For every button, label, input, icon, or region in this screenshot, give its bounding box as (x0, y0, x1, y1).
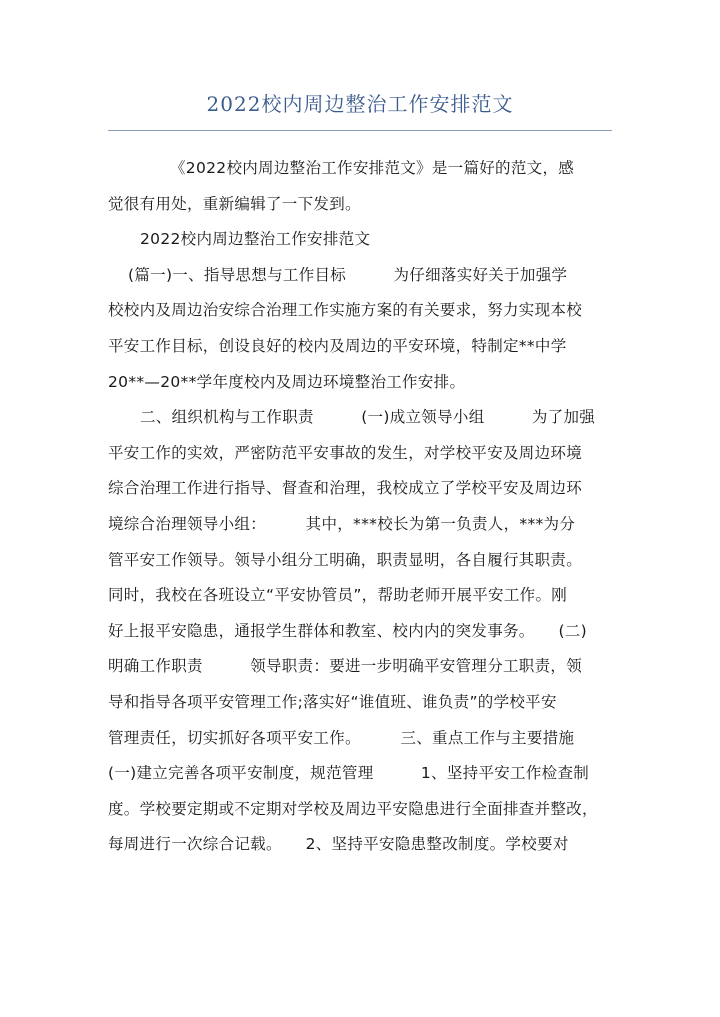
paragraph-line: 明确工作职责 领导职责：要进一步明确平安管理分工职责，领 (108, 657, 583, 676)
paragraph-line: (一)建立完善各项平安制度，规范管理 1、坚持平安工作检查制 (108, 764, 590, 783)
paragraph-line: 平安工作的实效，严密防范平安事故的发生，对学校平安及周边环境 (108, 443, 583, 462)
paragraph-line: 同时，我校在各班设立“平安协管员”，帮助老师开展平安工作。刚 (108, 586, 568, 605)
paragraph-line: (篇一)一、指导思想与工作目标 为仔细落实好关于加强学 (128, 265, 568, 284)
document-title: 2022校内周边整治工作安排范文 (206, 92, 514, 116)
paragraph-line: 管平安工作领导。领导小组分工明确，职责显明，各自履行其职责。 (108, 550, 583, 569)
paragraph-line: 20**—20**学年度校内及周边环境整治工作安排。 (108, 372, 466, 391)
paragraph-line: 平安工作目标，创设良好的校内及周边的平安环境，特制定**中学 (108, 336, 567, 355)
paragraph-line: 校校内及周边治安综合治理工作实施方案的有关要求，努力实现本校 (108, 301, 583, 320)
paragraph-line: 综合治理工作进行指导、督查和治理，我校成立了学校平安及周边环 (108, 479, 583, 498)
paragraph-line: 好上报平安隐患，通报学生群体和教室、校内内的突发事务。 (二) (108, 621, 587, 640)
paragraph-line: 二、组织机构与工作职责 (一)成立领导小组 为了加强 (140, 408, 596, 427)
paragraph-line: 觉很有用处，重新编辑了一下发到。 (108, 194, 361, 213)
paragraph-line: 管理责任，切实抓好各项平安工作。 三、重点工作与主要措施 (108, 728, 575, 747)
document-body (108, 151, 614, 863)
paragraph-line: 导和指导各项平安管理工作;落实好“谁值班、谁负责”的学校平安 (108, 692, 557, 711)
paragraph-line: 2022校内周边整治工作安排范文 (140, 230, 371, 249)
title-underline (108, 130, 612, 131)
paragraph-line: 度。学校要定期或不定期对学校及周边平安隐患进行全面排查并整改， (108, 799, 598, 818)
paragraph-line: 境综合治理领导小组： 其中，***校长为第一负责人，***为分 (108, 514, 576, 533)
paragraph-line: 《2022校内周边整治工作安排范文》是一篇好的范文，感 (170, 159, 575, 177)
paragraph-line: 每周进行一次综合记载。 2、坚持平安隐患整改制度。学校要对 (108, 835, 569, 854)
